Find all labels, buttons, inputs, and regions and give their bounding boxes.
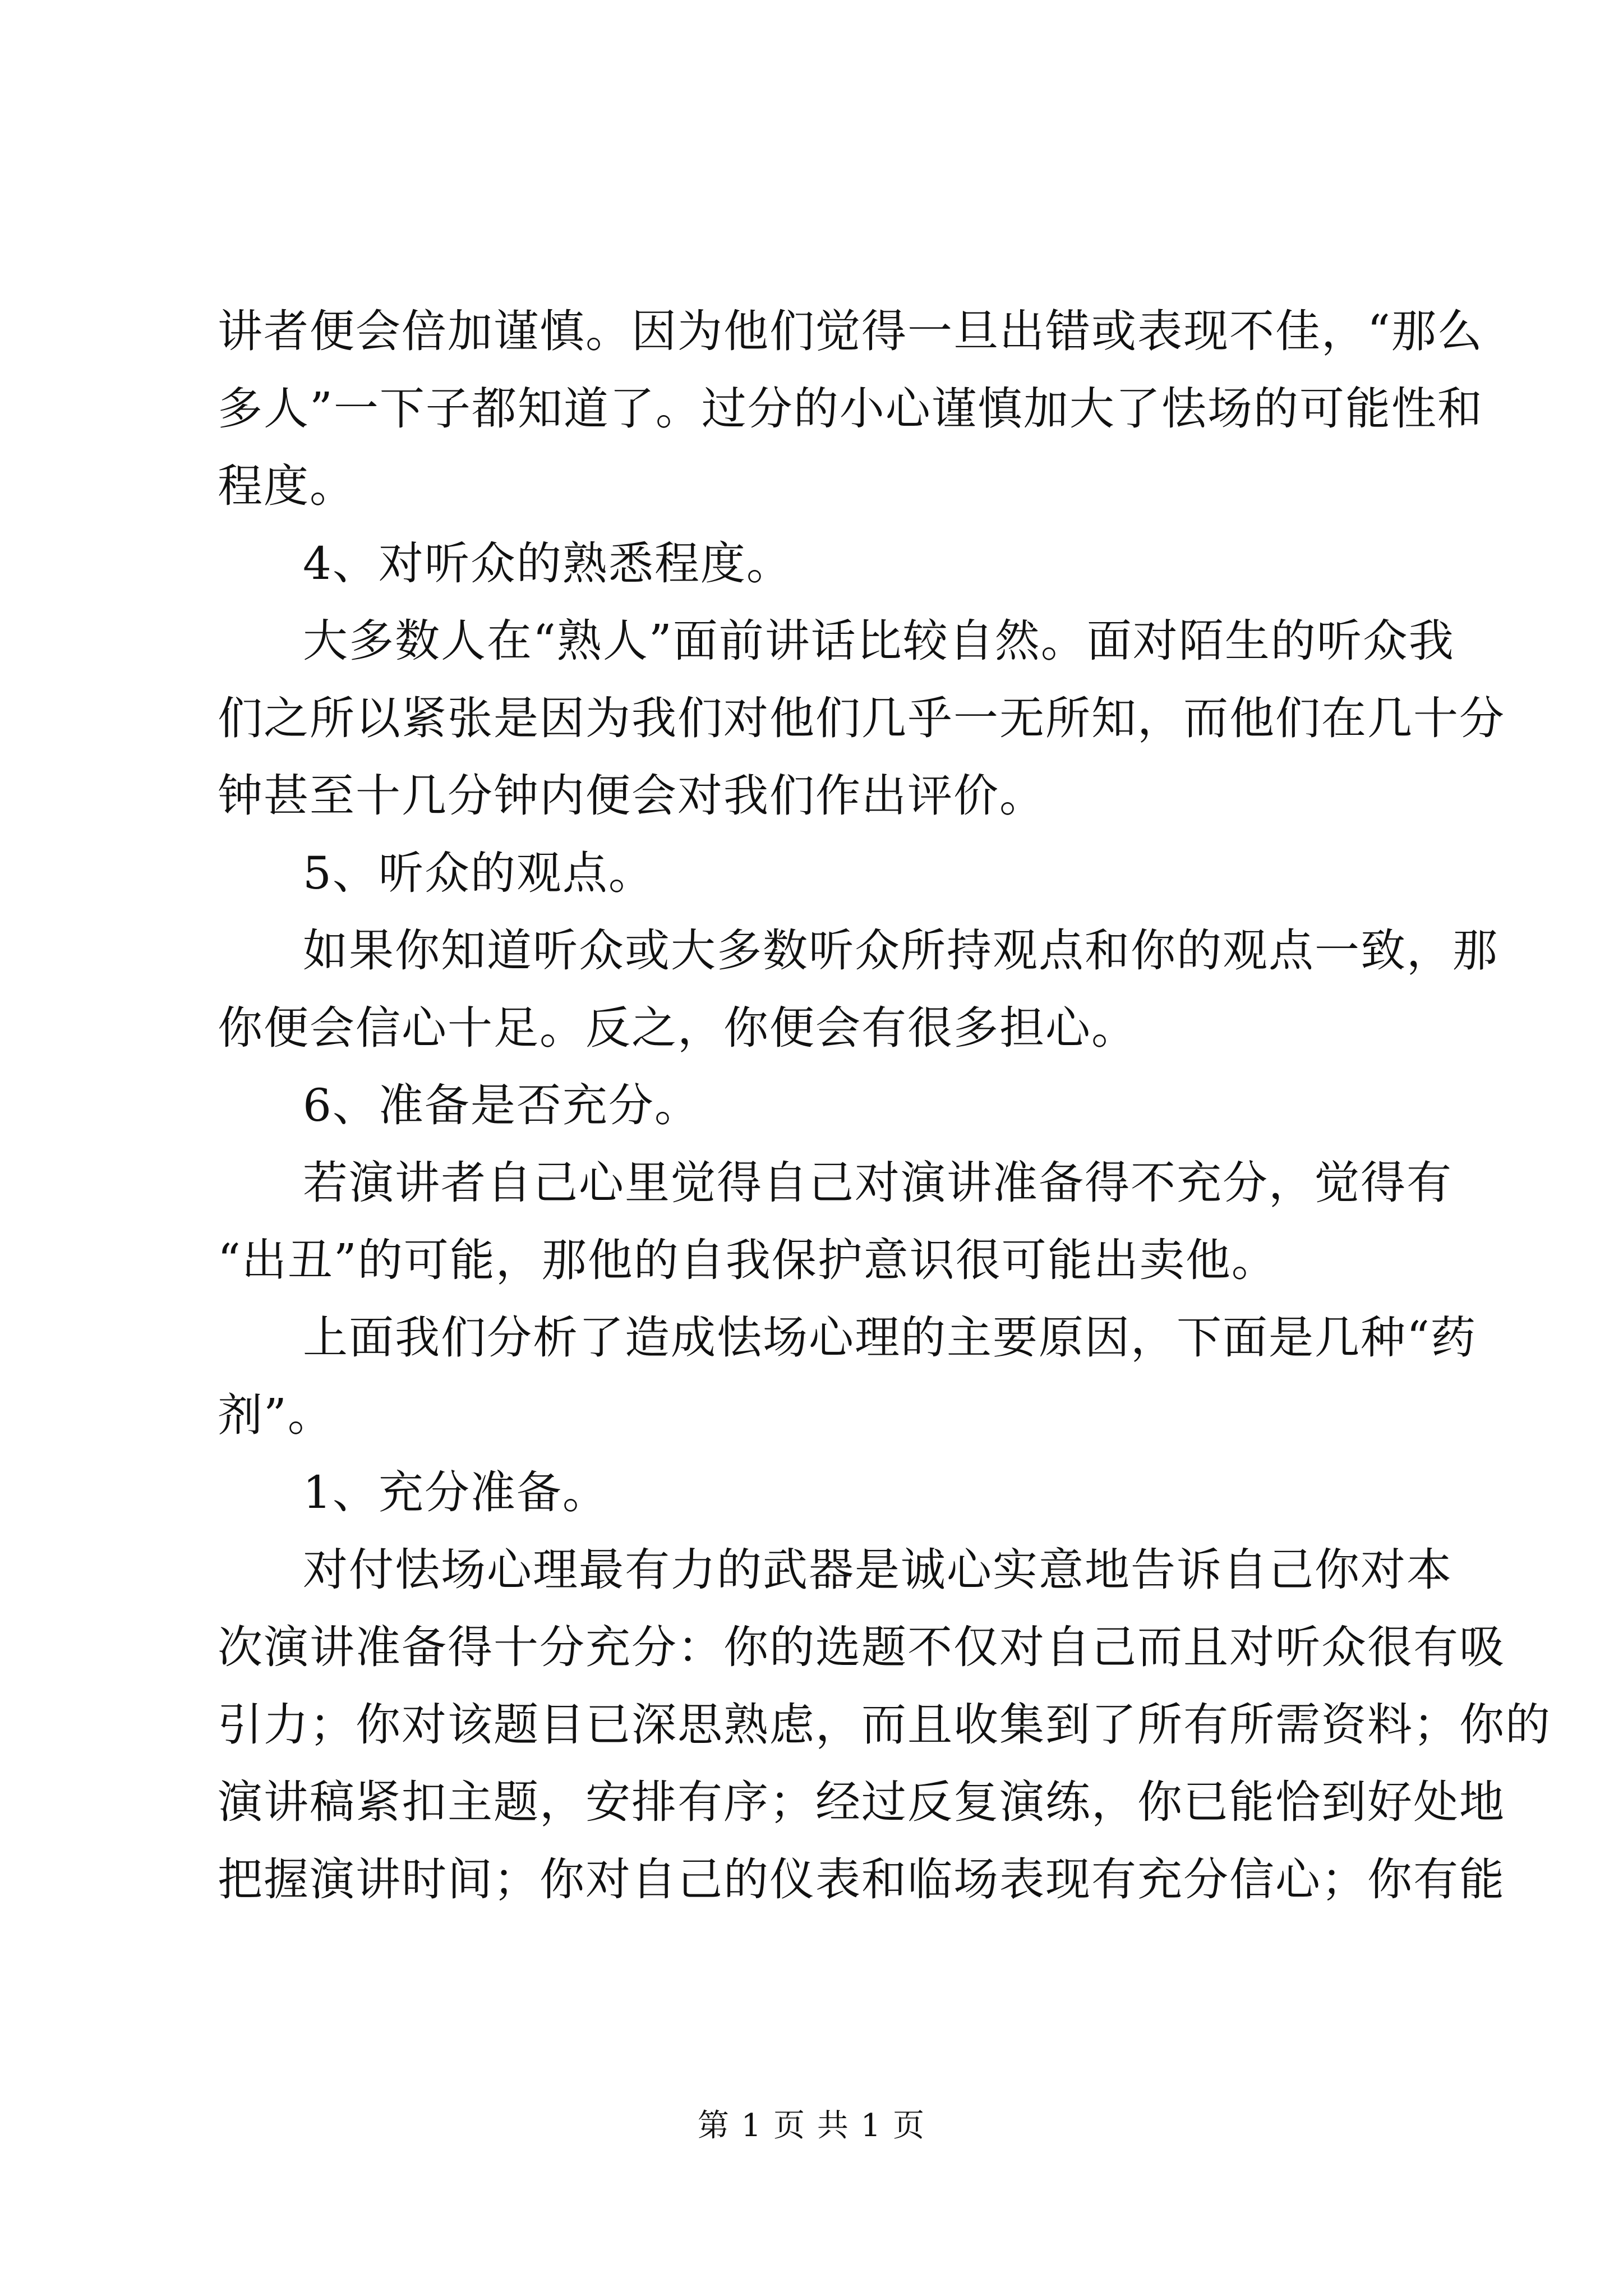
text-line: 大多数人在“熟人”面前讲话比较自然。面对陌生的听众我: [303, 615, 1455, 667]
page-number-footer: 第 1 页 共 1 页: [697, 2108, 926, 2144]
text-line: 你便会信心十足。反之，你便会有很多担心。: [218, 1002, 1137, 1054]
text-line: 上面我们分析了造成怯场心理的主要原因，下面是几种“药: [303, 1312, 1477, 1364]
text-line: 程度。: [218, 460, 356, 512]
text-line: 剂”。: [218, 1389, 334, 1441]
text-line: 多人”一下子都知道了。过分的小心谨慎加大了怯场的可能性和: [218, 383, 1483, 435]
text-line: 们之所以紧张是因为我们对他们几乎一无所知，而他们在几十分: [218, 692, 1505, 744]
text-line: 若演讲者自己心里觉得自己对演讲准备得不充分，觉得有: [303, 1157, 1453, 1209]
text-line: 讲者便会倍加谨慎。因为他们觉得一旦出错或表现不佳，“那么: [218, 305, 1483, 357]
body-text: [218, 293, 1551, 1918]
text-line: 演讲稿紧扣主题，安排有序；经过反复演练，你已能恰到好处地: [218, 1776, 1505, 1828]
text-line: 如果你知道听众或大多数听众所持观点和你的观点一致，那: [303, 924, 1498, 977]
section-heading: 6、准备是否充分。: [303, 1079, 700, 1131]
text-line: 引力；你对该题目已深思熟虑，而且收集到了所有所需资料；你的: [218, 1699, 1551, 1751]
text-line: 次演讲准备得十分充分：你的选题不仅对自己而且对听众很有吸: [218, 1621, 1505, 1673]
text-line: 把握演讲时间；你对自己的仪表和临场表现有充分信心；你有能: [218, 1853, 1505, 1906]
section-heading: 5、听众的观点。: [303, 847, 654, 899]
section-heading: 1、充分准备。: [303, 1466, 608, 1519]
text-line: 钟甚至十几分钟内便会对我们作出评价。: [218, 770, 1045, 822]
text-line: “出丑”的可能，那他的自我保护意识很可能出卖他。: [218, 1234, 1278, 1286]
section-heading: 4、对听众的熟悉程度。: [303, 537, 792, 590]
text-line: 对付怯场心理最有力的武器是诚心实意地告诉自己你对本: [303, 1544, 1453, 1596]
